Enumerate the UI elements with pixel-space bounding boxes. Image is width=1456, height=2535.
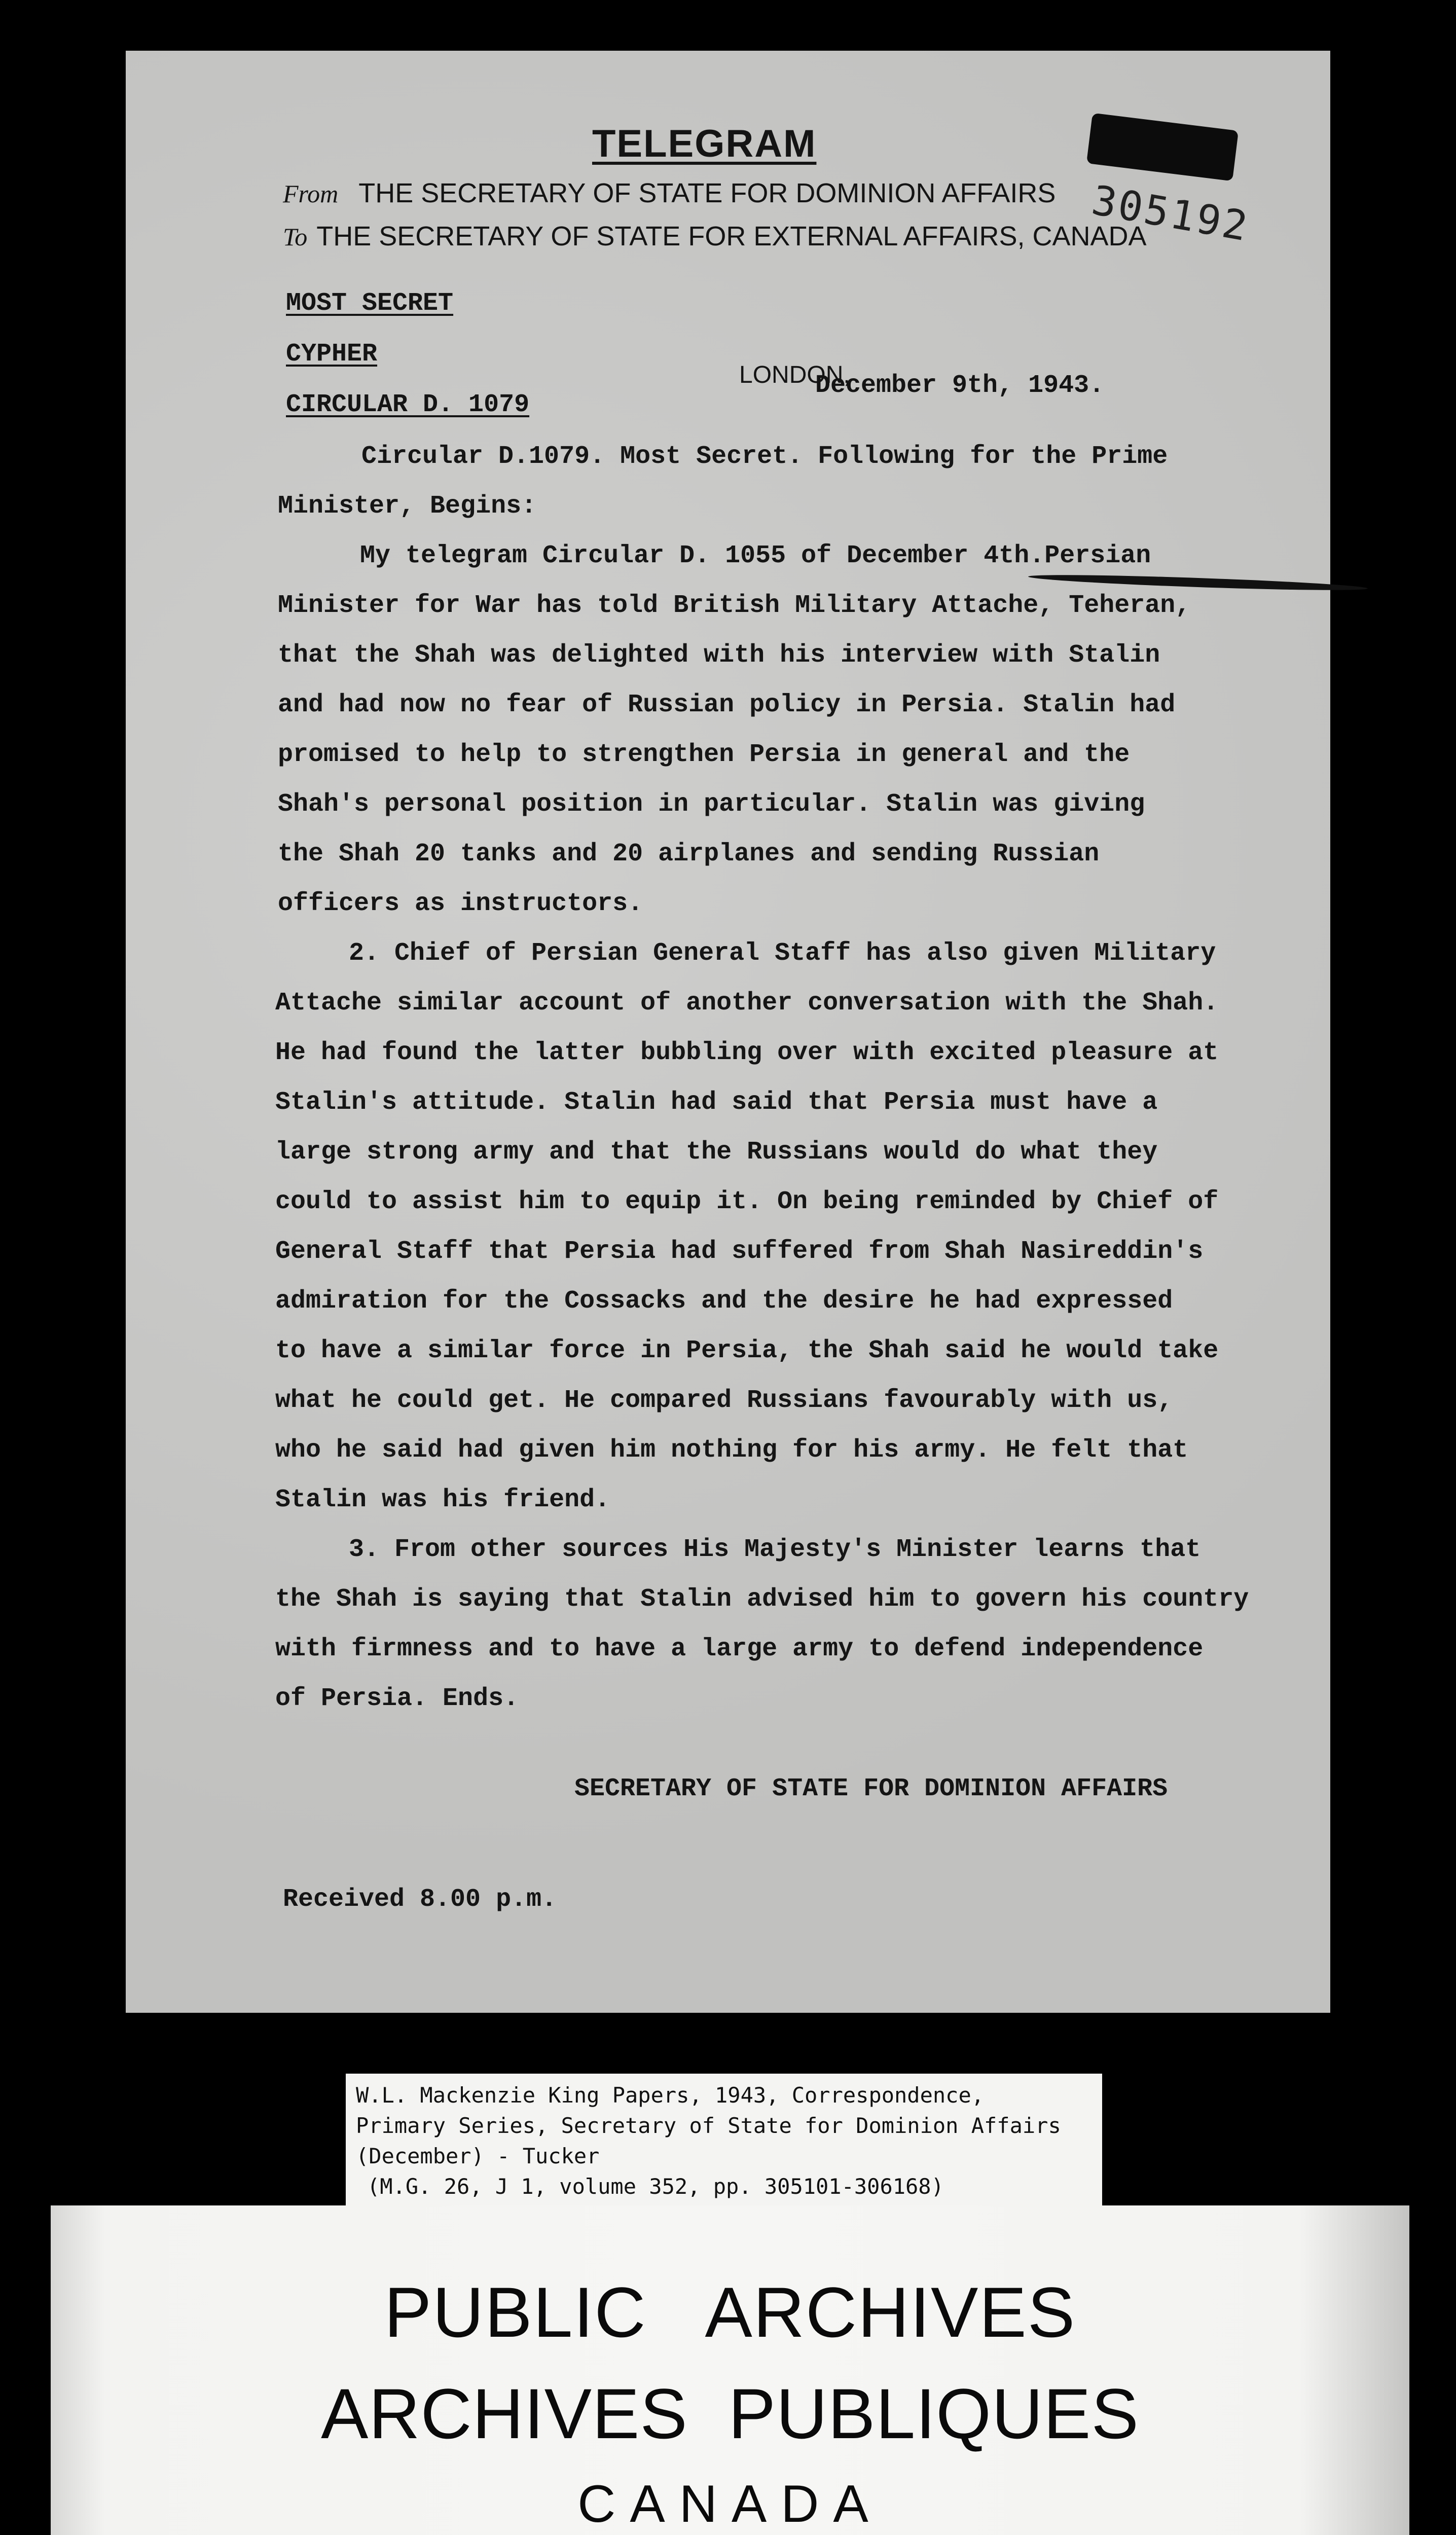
from-label: From (283, 179, 339, 208)
archive-citation-label (346, 2074, 1102, 2210)
telegram-title: TELEGRAM (592, 122, 817, 165)
body-line: admiration for the Cossacks and the desire he had expressed (275, 1287, 1173, 1316)
classification: MOST SECRET (286, 289, 454, 318)
body-line: what he could get. He compared Russians favourably with us, (275, 1386, 1173, 1415)
body-line: Attache similar account of another conversation with the Shah. (275, 989, 1219, 1018)
citation-line: W.L. Mackenzie King Papers, 1943, Correspondence, (356, 2083, 985, 2108)
body-line: Stalin was his friend. (275, 1486, 610, 1514)
redaction-stamp-block (1086, 113, 1239, 182)
circular-number: CIRCULAR D. 1079 (286, 390, 530, 419)
banner-line-country: CANADA (577, 2475, 883, 2533)
body-line: promised to help to strengthen Persia in general and the (278, 740, 1130, 769)
to-value: THE SECRETARY OF STATE FOR EXTERNAL AFFAIRS, CANADA (316, 221, 1147, 251)
body-line: Circular D.1079. Most Secret. Following for the Prime (361, 442, 1168, 471)
banner-line-english: PUBLIC ARCHIVES (384, 2272, 1076, 2352)
body-line: 3. From other sources His Majesty's Minister learns that (349, 1535, 1201, 1564)
to-label: To (283, 223, 308, 251)
telegram-page (126, 51, 1330, 2013)
body-line: General Staff that Persia had suffered from Shah Nasireddin's (275, 1237, 1204, 1266)
to-line (283, 221, 1147, 252)
from-line (283, 177, 1055, 209)
body-line: officers as instructors. (278, 889, 643, 918)
body-line: He had found the latter bubbling over with excited pleasure at (275, 1038, 1219, 1067)
body-line: large strong army and that the Russians would do what they (275, 1138, 1158, 1167)
body-line: the Shah is saying that Stalin advised him to govern his country (275, 1585, 1249, 1614)
citation-line: (December) - Tucker (356, 2144, 600, 2168)
banner-line-french: ARCHIVES PUBLIQUES (321, 2374, 1139, 2453)
body-line: that the Shah was delighted with his interview with Stalin (278, 641, 1160, 670)
citation-line: (M.G. 26, J 1, volume 352, pp. 305101-306168) (367, 2174, 944, 2199)
body-line: My telegram Circular D. 1055 of December 4th.Persian (360, 541, 1151, 570)
transmission-method: CYPHER (286, 340, 378, 369)
signature: SECRETARY OF STATE FOR DOMINION AFFAIRS (574, 1774, 1168, 1803)
handwritten-underline (1028, 572, 1368, 593)
body-line: 2. Chief of Persian General Staff has also given Military (349, 939, 1216, 968)
body-line: who he said had given him nothing for his army. He felt that (275, 1436, 1188, 1465)
body-line: Minister for War has told British Military Attache, Teheran, (278, 591, 1191, 620)
body-line: could to assist him to equip it. On being reminded by Chief of (275, 1187, 1219, 1216)
place: LONDON, (739, 361, 850, 388)
body-line: Stalin's attitude. Stalin had said that Persia must have a (275, 1088, 1158, 1117)
body-line: and had now no fear of Russian policy in Persia. Stalin had (278, 691, 1176, 719)
from-value: THE SECRETARY OF STATE FOR DOMINION AFFAIRS (358, 178, 1056, 208)
received-time: Received 8.00 p.m. (283, 1885, 557, 1914)
body-line: with firmness and to have a large army to defend independence (275, 1635, 1204, 1663)
body-line: of Persia. Ends. (275, 1684, 519, 1713)
public-archives-banner (51, 2205, 1409, 2535)
citation-line: Primary Series, Secretary of State for Dominion Affairs (356, 2113, 1061, 2138)
body-line: the Shah 20 tanks and 20 airplanes and sending Russian (278, 840, 1100, 868)
date: December 9th, 1943. (815, 371, 1105, 400)
body-line: Shah's personal position in particular. Stalin was giving (278, 790, 1145, 819)
body-line: Minister, Begins: (278, 492, 537, 521)
stamp-number: 305192 (1088, 176, 1253, 250)
body-line: to have a similar force in Persia, the Shah said he would take (275, 1336, 1219, 1365)
